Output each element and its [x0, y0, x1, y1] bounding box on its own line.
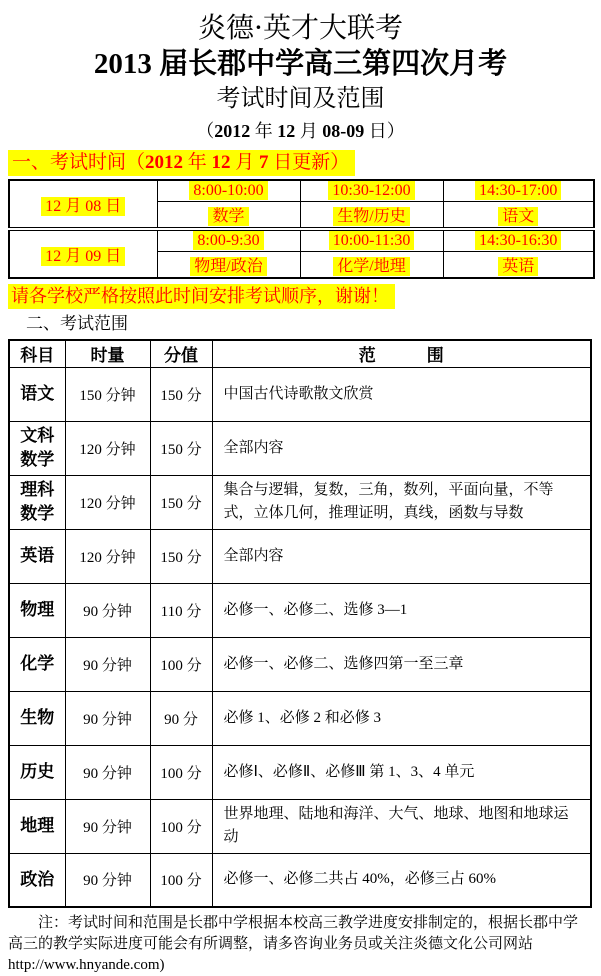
page-title: 2013 届长郡中学高三第四次月考	[93, 48, 508, 80]
scope-cell: 必修一、必修二、选修四第一至三章	[212, 637, 591, 691]
subject-cell: 生物	[9, 691, 65, 745]
schedule-subject-cell	[157, 202, 300, 230]
schedule-time-label: 10:00-11:30	[329, 231, 415, 250]
schedule-time-label: 10:30-12:00	[328, 181, 414, 200]
subject-cell: 化学	[9, 637, 65, 691]
footer-note	[8, 913, 593, 976]
duration-cell: 120 分钟	[65, 475, 150, 529]
page-subtitle: 考试时间及范围	[216, 84, 385, 112]
scope-cell: 必修一、必修二共占 40%，必修三占 60%	[212, 853, 591, 907]
section-2-heading: 二、考试范围	[26, 314, 128, 333]
subject-cell: 历史	[9, 745, 65, 799]
schedule-time-label: 14:30-17:00	[475, 181, 561, 200]
score-cell: 150 分	[150, 421, 212, 475]
subject-cell: 语文	[9, 367, 65, 421]
score-cell: 100 分	[150, 799, 212, 853]
duration-cell: 90 分钟	[65, 637, 150, 691]
scope-cell: 集合与逻辑，复数，三角，数列，平面向量，不等式，立体几何，推理证明，真线，函数与导数	[212, 475, 591, 529]
schedule-day2-time-row	[9, 229, 594, 252]
schedule-subject-cell	[157, 252, 300, 279]
column-header-score: 分值	[150, 340, 212, 367]
duration-cell: 120 分钟	[65, 529, 150, 583]
subject-cell: 理科数学	[9, 475, 65, 529]
score-cell: 90 分	[150, 691, 212, 745]
scope-cell: 中国古代诗歌散文欣赏	[212, 367, 591, 421]
column-header-subject: 科目	[9, 340, 65, 367]
schedule-time-cell	[157, 229, 300, 252]
schedule-time-cell	[157, 180, 300, 202]
notice-banner	[8, 284, 593, 309]
schedule-time-cell	[443, 229, 594, 252]
schedule-subject-label: 化学/地理	[333, 257, 409, 276]
duration-cell: 90 分钟	[65, 583, 150, 637]
brand-title: 炎德·英才大联考	[198, 11, 403, 44]
footer-line: 高三的教学实际进度可能会有所调整，请多咨询业务员或关注炎德文化公司网站	[8, 936, 534, 952]
scope-cell: 必修Ⅰ、必修Ⅱ、必修Ⅲ 第 1、3、4 单元	[212, 745, 591, 799]
duration-cell: 90 分钟	[65, 745, 150, 799]
section-1-heading	[8, 150, 593, 176]
schedule-date-cell	[9, 180, 157, 229]
schedule-subject-cell	[443, 252, 594, 279]
scope-cell: 必修 1、必修 2 和必修 3	[212, 691, 591, 745]
notice-text: 请各学校严格按照此时间安排考试顺序，谢谢！	[8, 284, 395, 309]
schedule-date-cell	[9, 229, 157, 278]
table-row	[9, 799, 591, 853]
subject-cell: 文科数学	[9, 421, 65, 475]
duration-cell: 90 分钟	[65, 799, 150, 853]
scope-cell: 必修一、必修二、选修 3—1	[212, 583, 591, 637]
table-row	[9, 583, 591, 637]
scope-table-body	[9, 367, 591, 907]
column-header-duration: 时量	[65, 340, 150, 367]
table-row	[9, 475, 591, 529]
table-row	[9, 637, 591, 691]
score-cell: 150 分	[150, 529, 212, 583]
score-cell: 110 分	[150, 583, 212, 637]
exam-schedule-table	[8, 179, 595, 279]
score-cell: 100 分	[150, 637, 212, 691]
duration-cell: 120 分钟	[65, 421, 150, 475]
duration-cell: 90 分钟	[65, 853, 150, 907]
exam-date-range: （2012 年 12 月 08-09 日）	[196, 121, 405, 141]
table-row	[9, 691, 591, 745]
score-cell: 100 分	[150, 745, 212, 799]
schedule-time-label: 8:00-10:00	[189, 181, 267, 200]
duration-cell: 90 分钟	[65, 691, 150, 745]
footer-line: 注：考试时间和范围是长郡中学根据本校高三教学进度安排制定的，根据长郡中学	[38, 915, 579, 931]
table-row	[9, 367, 591, 421]
schedule-subject-label: 数学	[208, 207, 248, 226]
scope-cell: 全部内容	[212, 529, 591, 583]
scope-cell: 世界地理、陆地和海洋、大气、地球、地图和地球运动	[212, 799, 591, 853]
schedule-subject-cell	[300, 202, 443, 230]
schedule-subject-label: 生物/历史	[333, 207, 409, 226]
footer-url: http://www.hnyande.com)	[8, 957, 165, 973]
schedule-time-cell	[300, 180, 443, 202]
table-row	[9, 853, 591, 907]
score-cell: 100 分	[150, 853, 212, 907]
table-row	[9, 529, 591, 583]
schedule-time-cell	[443, 180, 594, 202]
section-1-heading-text: 一、考试时间（2012 年 12 月 7 日更新）	[8, 150, 355, 176]
exam-scope-table	[8, 339, 592, 908]
scope-header-row	[9, 340, 591, 367]
subject-cell: 政治	[9, 853, 65, 907]
subject-cell: 英语	[9, 529, 65, 583]
schedule-subject-label: 物理/政治	[190, 257, 266, 276]
score-cell: 150 分	[150, 367, 212, 421]
schedule-day1-time-row	[9, 180, 594, 202]
schedule-time-label: 14:30-16:30	[475, 231, 561, 250]
subject-cell: 地理	[9, 799, 65, 853]
schedule-subject-cell	[443, 202, 594, 230]
subject-cell: 物理	[9, 583, 65, 637]
score-cell: 150 分	[150, 475, 212, 529]
table-row	[9, 421, 591, 475]
schedule-time-label: 8:00-9:30	[193, 231, 263, 250]
scope-cell: 全部内容	[212, 421, 591, 475]
schedule-date-label: 12 月 09 日	[41, 247, 125, 266]
duration-cell: 150 分钟	[65, 367, 150, 421]
column-header-scope: 范 围	[212, 340, 591, 367]
table-row	[9, 745, 591, 799]
schedule-date-label: 12 月 08 日	[41, 197, 125, 216]
schedule-subject-label: 英语	[498, 257, 538, 276]
schedule-subject-cell	[300, 252, 443, 279]
schedule-time-cell	[300, 229, 443, 252]
schedule-subject-label: 语文	[498, 207, 538, 226]
